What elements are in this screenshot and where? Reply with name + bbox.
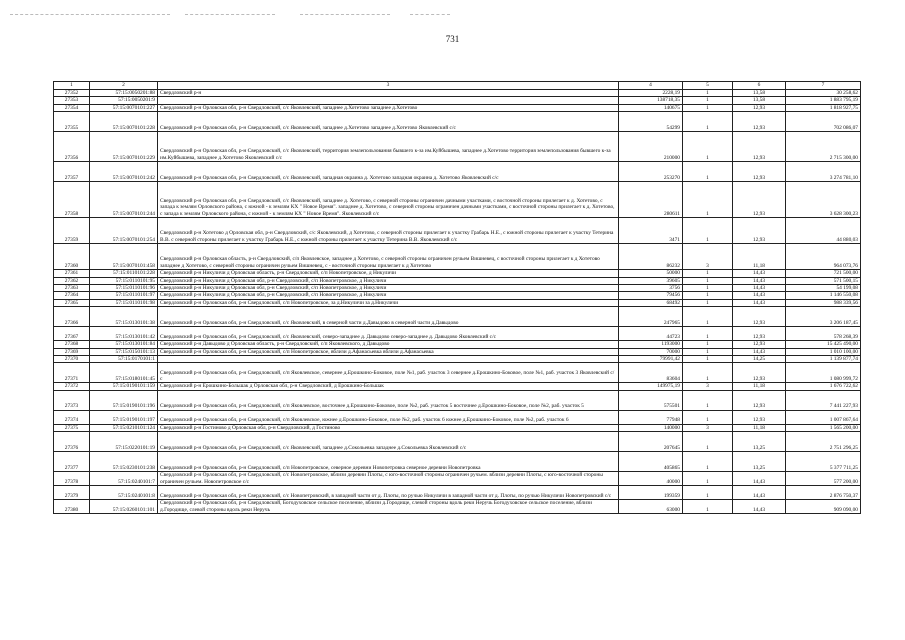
location-description: Свердловский р-н Орловская обл, р-н Свердловский, с/с Яковлевский, западнее д.Сокольевка западнее д.Сокольевка Яковлевский с/с [158,432,619,452]
table-row [54,383,861,390]
row-number: 27378 [54,472,90,486]
coefficient-value: 1 [683,218,733,244]
coefficient-value: 1 [683,348,733,355]
table-row [54,90,861,97]
rate-value: 13,58 [733,97,786,104]
location-description: Свердловский р-н Орловская обл, р-н Свердловский, с/п Яковлевское, восточнее д.Ерошкино-Боковое, поле №2, раб. участок 5 восточнее д.Ерошкино-Боковое, поле №2, раб. участок 5 [158,390,619,410]
cost-value: 571 500,15 [786,277,861,284]
cost-value: 3 628 300,23 [786,182,861,218]
table-row [54,424,861,431]
table-row [54,285,861,292]
table-header-row [54,82,861,90]
cadastral-number: 57:15:0220101:19 [90,432,158,452]
rate-value: 12,93 [733,132,786,162]
coefficient-value: 1 [683,363,733,383]
row-number: 27364 [54,292,90,299]
row-number: 27375 [54,424,90,431]
rate-value: 11,18 [733,424,786,431]
cadastral-number: 57:15:0210101:124 [90,424,158,431]
cadastral-number: 57:15:0130101:84 [90,341,158,348]
cadastral-number: 57:15:0110101:96 [90,285,158,292]
column-header: 4 [619,82,683,90]
table-row [54,363,861,383]
location-description: Свердловский р-н Никуличи д Орловская область, р-н Свердловский, с/п Новопетровское, д Никуличи [158,270,619,277]
row-number: 27379 [54,486,90,500]
rate-value: 13,58 [733,90,786,97]
table-row [54,277,861,284]
coefficient-value: 1 [683,285,733,292]
area-value: 86232 [619,244,683,270]
table-row [54,327,861,341]
table-row [54,341,861,348]
scan-artifact-line [185,14,275,16]
cost-value: 2 751 296,25 [786,432,861,452]
cadastral-number: 57:15:0070101:227 [90,104,158,111]
coefficient-value: 1 [683,410,733,424]
table-row [54,132,861,162]
rate-value: 12,93 [733,327,786,341]
row-number: 27352 [54,90,90,97]
location-description: Свердловский р-н Давыдово д Орловская область, р-н Свердловский, с/п Яковлевского, д Давыдово [158,341,619,348]
table-row [54,452,861,472]
cadastral-number: 57:15:0260101:101 [90,500,158,514]
coefficient-value: 1 [683,132,733,162]
cadastral-number: 57:15:0110101:97 [90,292,158,299]
rate-value: 14,43 [733,277,786,284]
column-header: 6 [733,82,786,90]
cadastral-number: 57:15:0150101:13 [90,348,158,355]
row-number: 27368 [54,341,90,348]
rate-value: 14,43 [733,500,786,514]
row-number: 27354 [54,104,90,111]
rate-value: 11,18 [733,244,786,270]
rate-value: 12,93 [733,390,786,410]
cost-value: 1 676 722,62 [786,383,861,390]
coefficient-value: 1 [683,292,733,299]
coefficient-value: 1 [683,356,733,363]
area-value: 140000 [619,424,683,431]
scan-artifact-line [410,14,450,16]
coefficient-value: 1 [683,327,733,341]
cadastral-number: 57:15:0190101:196 [90,390,158,410]
row-number: 27377 [54,452,90,472]
area-value: 247965 [619,307,683,327]
table-row [54,244,861,270]
coefficient-value: 1 [683,452,733,472]
cost-value: 7 441 227,93 [786,390,861,410]
row-number: 27371 [54,363,90,383]
table-row [54,356,861,363]
row-number: 27374 [54,410,90,424]
location-description: Свердловский р-н Ерошкино-Большак д Орловская обл, р-н Свердловский, д Ерошкино-Большак [158,383,619,390]
coefficient-value: 3 [683,424,733,431]
area-value: 575501 [619,390,683,410]
table-row [54,299,861,306]
row-number: 27363 [54,285,90,292]
table-row [54,270,861,277]
coefficient-value: 1 [683,341,733,348]
table-row [54,348,861,355]
location-description: Свердловский р-н Орловская обл, р-н Свердловский, с/п Новопетровское, северное деревни Новопетровка северное деревни Новопетровка [158,452,619,472]
area-value: 40000 [619,472,683,486]
location-description: Свердловский р-н Хотетово д Орловская обл, р-н Свердловский, с/с Яковлевский, д Хотетово, с северной стороны прилегает к участку Грабарь Н.Е., с южной стороны прилегает к участку Тетерина В.В. с северной стороны прилегает к участку Грабарь Н.Е., с южной стороны прилегает к участку Тетерина В.В. Яковлевский с/с [158,218,619,244]
cost-value: 1 080 999,72 [786,363,861,383]
area-value: 77948 [619,410,683,424]
area-value: 63000 [619,500,683,514]
cadastral-number: 57:15:0070101:229 [90,132,158,162]
coefficient-value: 1 [683,486,733,500]
cadastral-number: 57:15:0110101:228 [90,270,158,277]
rate-value: 14,43 [733,486,786,500]
rate-value: 12,93 [733,341,786,348]
coefficient-value: 1 [683,472,733,486]
cost-value: 54 199,08 [786,285,861,292]
cost-value: 577 200,00 [786,472,861,486]
cost-value: 3 206 187,45 [786,307,861,327]
area-value: 2228,19 [619,90,683,97]
rate-value: 12,93 [733,307,786,327]
area-value: 3471 [619,218,683,244]
coefficient-value: 1 [683,390,733,410]
cadastral-number: 57:15:0190101:159 [90,383,158,390]
table-row [54,500,861,514]
location-description: Свердловский р-н Никуличи д Орловская обл, р-н Свердловский, с/п Новопетровское, д Никуличи [158,277,619,284]
cost-value: 44 880,03 [786,218,861,244]
row-number: 27362 [54,277,90,284]
cadastral-number: 57:15:0110101:98 [90,299,158,306]
area-value: 39605 [619,277,683,284]
column-header: 2 [90,82,158,90]
column-header: 1 [54,82,90,90]
row-number: 27357 [54,162,90,182]
row-number: 27361 [54,270,90,277]
table-row [54,307,861,327]
coefficient-value: 3 [683,383,733,390]
area-value: 138718,35 [619,97,683,104]
rate-value: 12,93 [733,182,786,218]
row-number: 27376 [54,432,90,452]
cost-value: 578 268,39 [786,327,861,341]
rate-value: 12,93 [733,363,786,383]
cost-value: 1 007 867,64 [786,410,861,424]
area-value: 68492 [619,299,683,306]
cost-value: 988 339,56 [786,299,861,306]
location-description [158,356,619,363]
scan-artifact-line [10,14,170,16]
location-description: Свердловский р-н Никуличи д Орловская обл, р-н Свердловский, с/п Новопетровское, д Никуличи [158,285,619,292]
rate-value: 13,25 [733,432,786,452]
cost-value: 30 258,62 [786,90,861,97]
row-number: 27380 [54,500,90,514]
cost-value: 1 565 200,00 [786,424,861,431]
rate-value: 13,25 [733,452,786,472]
table-row [54,182,861,218]
column-header: 7 [786,82,861,90]
table-row [54,112,861,132]
location-description: Свердловский р-н Орловская обл, р-н Свердловский, с/с Яковлевский, западнее д.Хотетово западнее д.Хотетово Яковлевский с/с [158,112,619,132]
row-number: 27353 [54,97,90,104]
column-header: 5 [683,82,733,90]
location-description: Свердловский р-н Орловская область, р-н Свердловский, с/п Яковлевское, западнее д Хотетово, с северной стороны ограничен ручьем Вишневец, с восточной стороны прилегает к д Хотетово западнее д Хотетово, с северной стороны ограничен ручьем Вишневец, с - восточной стороны прилегает к д Хотетово [158,244,619,270]
area-value: 79991,42 [619,356,683,363]
cadastral-number: 57:15:0130101:42 [90,327,158,341]
table-row [54,410,861,424]
area-value: 149975,19 [619,383,683,390]
cadastral-number: 57:15:0110101:95 [90,277,158,284]
location-description: Свердловский р-н Орловская обл, р-н Свердловский, с/с Яковлевский, северо-западнее д. Давыдово северо-западнее д. Давыдово Яковлевский с/с [158,327,619,341]
rate-value: 12,93 [733,112,786,132]
cadastral-number: 57:15:0070101:242 [90,162,158,182]
area-value: 3756 [619,285,683,292]
rate-value: 14,43 [733,285,786,292]
table-row [54,486,861,500]
location-description: Свердловский р-н [158,90,619,97]
rate-value: 12,93 [733,410,786,424]
coefficient-value: 1 [683,307,733,327]
coefficient-value: 1 [683,162,733,182]
cadastral-number: 57:15:0070101:244 [90,182,158,218]
cost-value: 909 090,00 [786,500,861,514]
row-number: 27359 [54,218,90,244]
row-number: 27372 [54,383,90,390]
area-value: 207645 [619,432,683,452]
row-number: 27370 [54,356,90,363]
table-row [54,432,861,452]
row-number: 27366 [54,307,90,327]
page-number: 731 [445,34,460,44]
coefficient-value: 1 [683,277,733,284]
area-value: 83604 [619,363,683,383]
location-description: Свердловский р-н Орловская обл, р-н Свердловский, с/п Новопетровское, вблизи д.Афанасьевка вблизи д.Афанасьевка [158,348,619,355]
cost-value: 5 377 711,25 [786,452,861,472]
table-row [54,390,861,410]
row-number: 27365 [54,299,90,306]
location-description: Свердловский р-н Орловская обл, р-н Свердловский, с/с Яковлевский, западнее д.Хотетово западнее д.Хотетово [158,104,619,111]
area-value: 70000 [619,348,683,355]
area-value: 1193000 [619,341,683,348]
table-row [54,104,861,111]
area-value: 50000 [619,270,683,277]
coefficient-value: 1 [683,104,733,111]
location-description: Свердловский р-н Орловская обл, р-н Свердловский, с/с Яковлевский, западная окраина д. Хотетово западная окраина д. Хотетово Яковлевский с/с [158,162,619,182]
row-number: 27373 [54,390,90,410]
rate-value: 14,43 [733,270,786,277]
cost-value: 1 883 795,19 [786,97,861,104]
table-row [54,162,861,182]
cadastral-number: 57:15:0070101:228 [90,112,158,132]
cadastral-number: 57:15:0170101:1 [90,356,158,363]
location-description: Свердловский р-н Орловская обл, р-н Свердловский, с/с Новопетровское, вблизи деревни Плоты, с юго-восточной стороны ограничен ручьем. вблизи деревни Плоты, с юго-восточной стороны ограничен ручьем. Новопетровское с/с [158,472,619,486]
location-description: Свердловский р-н Орловская обл, р-н Свердловский, с/с Яковлевский, западнее д. Хотетово, с северной стороны ограничен дачными участками, с восточной стороны прилегает к д. Хотетово, с запада к землям Орловского района, с южной - к землям КХ " Новое Время". западнее д. Хотетово, с северной стороны ограничен дачными участками, с восточной стороны прилегает к д. Хотетово, с запада к землям Орловского района, с южной - к землям КХ " Новое Время". Яковлевский с/с [158,182,619,218]
cadastral-number: 57:15:0230101:238 [90,452,158,472]
coefficient-value: 1 [683,90,733,97]
scan-artifact-line [300,14,390,16]
coefficient-value: 1 [683,97,733,104]
cadastral-number: 57:15:0240101:8 [90,486,158,500]
area-value: 280611 [619,182,683,218]
area-value: 79456 [619,292,683,299]
area-value: 140675 [619,104,683,111]
cost-value: 1 818 927,75 [786,104,861,111]
cadastral-number: 57:15:0130101:38 [90,307,158,327]
table-row [54,218,861,244]
coefficient-value: 1 [683,299,733,306]
row-number: 27355 [54,112,90,132]
area-value: 405865 [619,452,683,472]
cadastral-number: 57:15:0180101:45 [90,363,158,383]
table-row [54,97,861,104]
row-number: 27367 [54,327,90,341]
coefficient-value: 1 [683,182,733,218]
rate-value: 12,93 [733,162,786,182]
rate-value: 14,43 [733,348,786,355]
area-value: 210000 [619,132,683,162]
area-value: 253270 [619,162,683,182]
cost-value: 1 139 877,74 [786,356,861,363]
location-description: Свердловский р-н Орловская обл, р-н Свердловский, с/с Яковлевский, в северной части д.Давыдово в северной части д.Давыдово [158,307,619,327]
rate-value: 14,43 [733,472,786,486]
location-description [158,97,619,104]
location-description: Свердловский р-н Орловская обл, р-н Свердловский, с/п Яковлевское, южнее д.Ерошкино-Боковое, поле №2, раб. участок 6 южнее д.Ерошкино-Боковое, поле №2, раб. участок 6 [158,410,619,424]
cadastral-number: 57:15:0050201:9 [90,97,158,104]
table-row [54,292,861,299]
location-description: Свердловский р-н Никуличи д Орловская обл, р-н Свердловский, с/п Новопетровское, д Никуличи [158,292,619,299]
location-description: Свердловский р-н Орловская обл, р-н Свердловский, с/с Яковлевский, территория землепользования бывшего к-за им.Куйбышева, западнее д.Хотетово территория землепользования бывшего к-за им.Куйбышева, западнее д.Хотетово Яковлевский с/с [158,132,619,162]
cost-value: 3 274 781,10 [786,162,861,182]
coefficient-value: 1 [683,500,733,514]
cadastral-number: 57:15:0190101:197 [90,410,158,424]
cost-value: 721 500,00 [786,270,861,277]
cost-value: 15 425 490,00 [786,341,861,348]
cost-value: 1 010 100,00 [786,348,861,355]
coefficient-value: 1 [683,270,733,277]
cost-value: 2 715 300,00 [786,132,861,162]
cadastral-number: 57:15:0070101:458 [90,244,158,270]
cadastral-number: 57:15:0070101:254 [90,218,158,244]
column-header: 3 [158,82,619,90]
location-description: Свердловский р-н Орловская обл, р-н Свердловский, с/п Яковлевское, севернее д.Ерошкино-Боковое, поле №1, раб. участок 3 севернее д.Ерошкино-Боковое, поле №1, раб. участок 3 Яковлевский с/с [158,363,619,383]
rate-value: 12,93 [733,218,786,244]
cost-value: 2 876 750,37 [786,486,861,500]
coefficient-value: 3 [683,244,733,270]
area-value: 199359 [619,486,683,500]
location-description: Свердловский р-н Орловская обл, р-н Свердловский, с/с Новопетровский, в западной части от д. Плоты, по ручью Никуличи в западной части от д. Плоты, по ручью Никуличи Новопетровский с/с [158,486,619,500]
cost-value: 702 086,07 [786,112,861,132]
row-number: 27369 [54,348,90,355]
coefficient-value: 1 [683,112,733,132]
rate-value: 12,93 [733,104,786,111]
rate-value: 14,43 [733,299,786,306]
cost-value: 964 073,76 [786,244,861,270]
row-number: 27360 [54,244,90,270]
cadastral-number: 57:15:0050201:88 [90,90,158,97]
rate-value: 11,18 [733,383,786,390]
location-description: Свердловский р-н Орловская обл, р-н Свердловский, Богодуховское сельское поселение, вблизи д.Городище, слевой стороны вдоль реки Неручь Богодуховское сельское поселение, вблизи д.Городище, слевой стороны вдоль реки Неручь [158,500,619,514]
area-value: 54299 [619,112,683,132]
row-number: 27356 [54,132,90,162]
cadastral-table [53,81,861,514]
rate-value: 14,25 [733,356,786,363]
cost-value: 1 146 550,08 [786,292,861,299]
location-description: Свердловский р-н Орловская обл, р-н Свердловский, с/п Новопетровское, за д.Никуличи за д.Никуличи [158,299,619,306]
area-value: 44723 [619,327,683,341]
location-description: Свердловский р-н Гостиново д Орловская обл, р-н Свердловский, д Гостиново [158,424,619,431]
table-row [54,472,861,486]
row-number: 27358 [54,182,90,218]
cadastral-number: 57:15:0240101:7 [90,472,158,486]
rate-value: 14,43 [733,292,786,299]
coefficient-value: 1 [683,432,733,452]
